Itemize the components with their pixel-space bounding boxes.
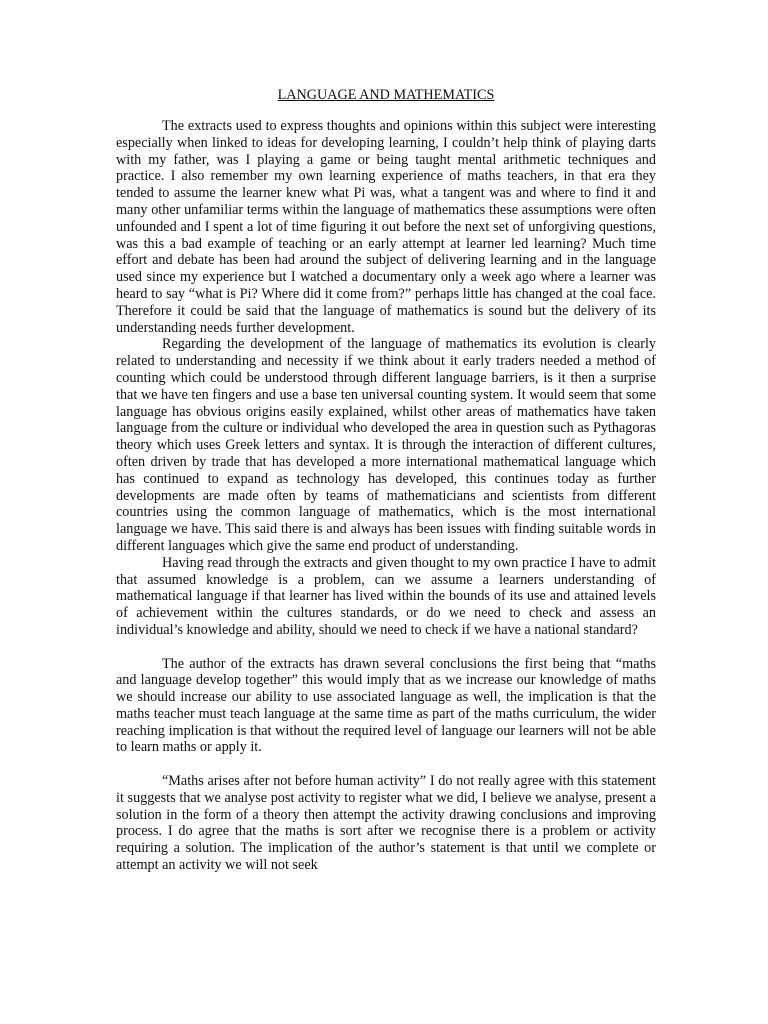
paragraph-4: The author of the extracts has drawn several conclusions the first being that “maths and language develop together” this would imply that as we increase our knowledge of maths we should increase our ability to use associated language as well, the implication is that the maths teacher must teach language at the same time as part of the maths curriculum, the wider reaching implication is that without the required level of language our learners will not be able to learn maths or apply it. (116, 655, 656, 756)
paragraph-5: “Maths arises after not before human activity” I do not really agree with this statement it suggests that we analyse post activity to register what we did, I believe we analyse, present a solution in the form of a theory then attempt the activity drawing conclusions and improving process. I do agree that the maths is sort after we recognise there is a problem or activity requiring a solution. The implication of the author’s statement is that until we complete or attempt an activity we will not seek (116, 773, 656, 874)
document-page (116, 86, 656, 874)
paragraph-1: The extracts used to express thoughts and opinions within this subject were interesting especially when linked to ideas for developing learning, I couldn’t help think of playing darts with my father, was I playing a game or being taught mental arithmetic techniques and practice. I also remember my own learning experience of maths teachers, in that era they tended to assume the learner knew what Pi was, what a tangent was and where to find it and many other unfamiliar terms within the language of mathematics these assumptions were often unfounded and I spent a lot of time figuring it out before the next set of unforgiving questions, was this a bad example of teaching or an early attempt at learner led learning? Much time effort and debate has been had around the subject of delivering learning and in the language used since my experience but I watched a documentary only a week ago where a learner was heard to say “what is Pi? Where did it come from?” perhaps little has changed at the coal face. Therefore it could be said that the language of mathematics is sound but the delivery of its understanding needs further development. (116, 118, 656, 336)
paragraph-2: Regarding the development of the language of mathematics its evolution is clearly related to understanding and necessity if we think about it early traders needed a method of counting which could be understood through different language barriers, is it then a surprise that we have ten fingers and use a base ten universal counting system. It would seem that some language has obvious origins easily explained, whilst other areas of mathematics have taken language from the culture or individual who developed the area in question such as Pythagoras theory which uses Greek letters and syntax. It is through the interaction of different cultures, often driven by trade that has developed a more international mathematical language which has continued to expand as technology has developed, this continues today as further developments are made often by teams of mathematicians and scientists from different countries using the common language of mathematics, which is the most international language we have. This said there is and always has been issues with finding suitable words in different languages which give the same end product of understanding. (116, 336, 656, 554)
document-title: LANGUAGE AND MATHEMATICS (277, 87, 495, 103)
paragraph-3: Having read through the extracts and given thought to my own practice I have to admit that assumed knowledge is a problem, can we assume a learners understanding of mathematical language if that learner has lived within the bounds of its use and attained levels of achievement within the cultures standards, or do we need to check and assess an individual’s knowledge and ability, should we need to check if we have a national standard? (116, 554, 656, 638)
